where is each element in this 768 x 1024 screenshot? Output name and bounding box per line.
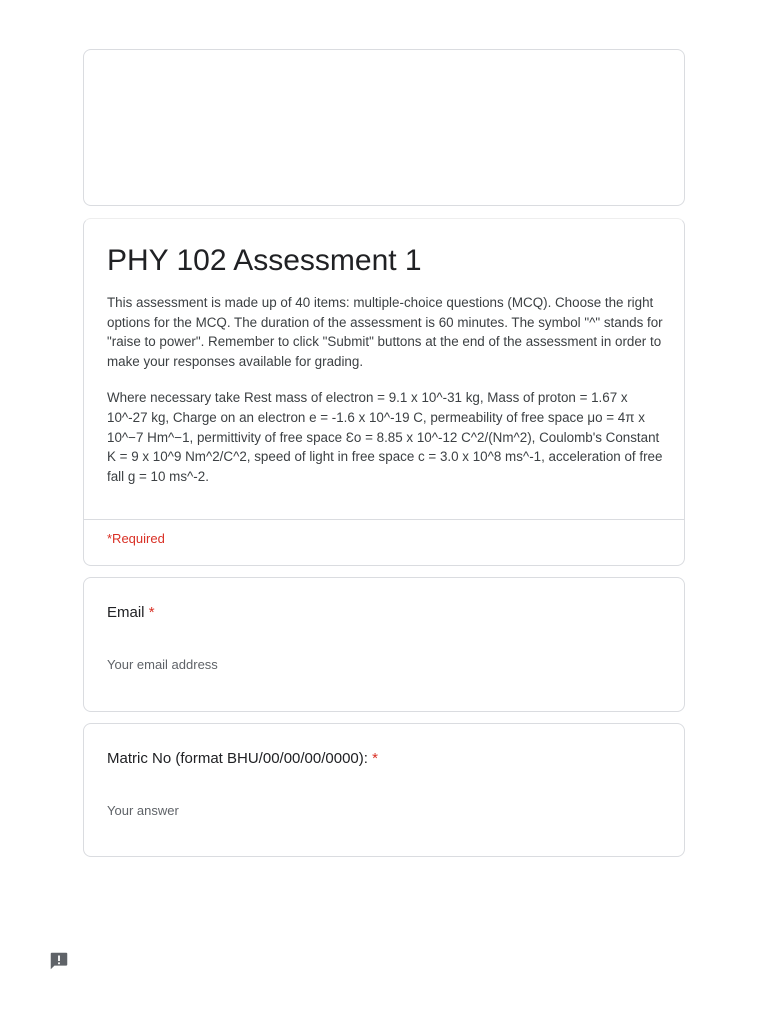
- header-divider: [84, 519, 684, 520]
- form-description: [107, 293, 667, 503]
- required-asterisk: *: [372, 750, 378, 767]
- description-paragraph: Where necessary take Rest mass of electron = 9.1 x 10^-31 kg, Mass of proton = 1.67 x 10^-27 kg, Charge on an electron e = -1.6 x 10^-19 C, permeability of free space μo = 4π x 10^−7 Hm^−1, permittivity of free space Ɛo = 8.85 x 10^-12 C^2/(Nm^2), Coulomb's Constant K = 9 x 10^9 Nm^2/C^2, speed of light in free space c = 3.0 x 10^8 ms^-1, acceleration of free fall g = 10 ms^-2.: [107, 390, 663, 484]
- form-title: PHY 102 Assessment 1: [107, 244, 422, 277]
- matric-number-field[interactable]: Your answer: [107, 803, 179, 818]
- question-title: Matric No (format BHU/00/00/00/0000):: [107, 750, 368, 767]
- question-label-email: [107, 604, 155, 621]
- report-problem-icon[interactable]: [48, 950, 70, 972]
- header-banner: [83, 49, 685, 206]
- form-header-card: [83, 218, 685, 566]
- description-paragraph: This assessment is made up of 40 items: multiple-choice questions (MCQ). Choose the right options for the MCQ. The duration of the assessment is 60 minutes. The symbol "^" stands for "raise to power". Remember to click "Submit" buttons at the end of the assessment in order to make your responses available for grading.: [107, 295, 663, 369]
- question-title: Email: [107, 604, 145, 621]
- required-asterisk: *: [148, 604, 155, 621]
- email-field[interactable]: Your email address: [107, 657, 218, 672]
- question-card-matric: [83, 723, 685, 857]
- question-card-email: [83, 577, 685, 712]
- question-label-matric: [107, 750, 378, 767]
- required-note: *Required: [107, 531, 165, 546]
